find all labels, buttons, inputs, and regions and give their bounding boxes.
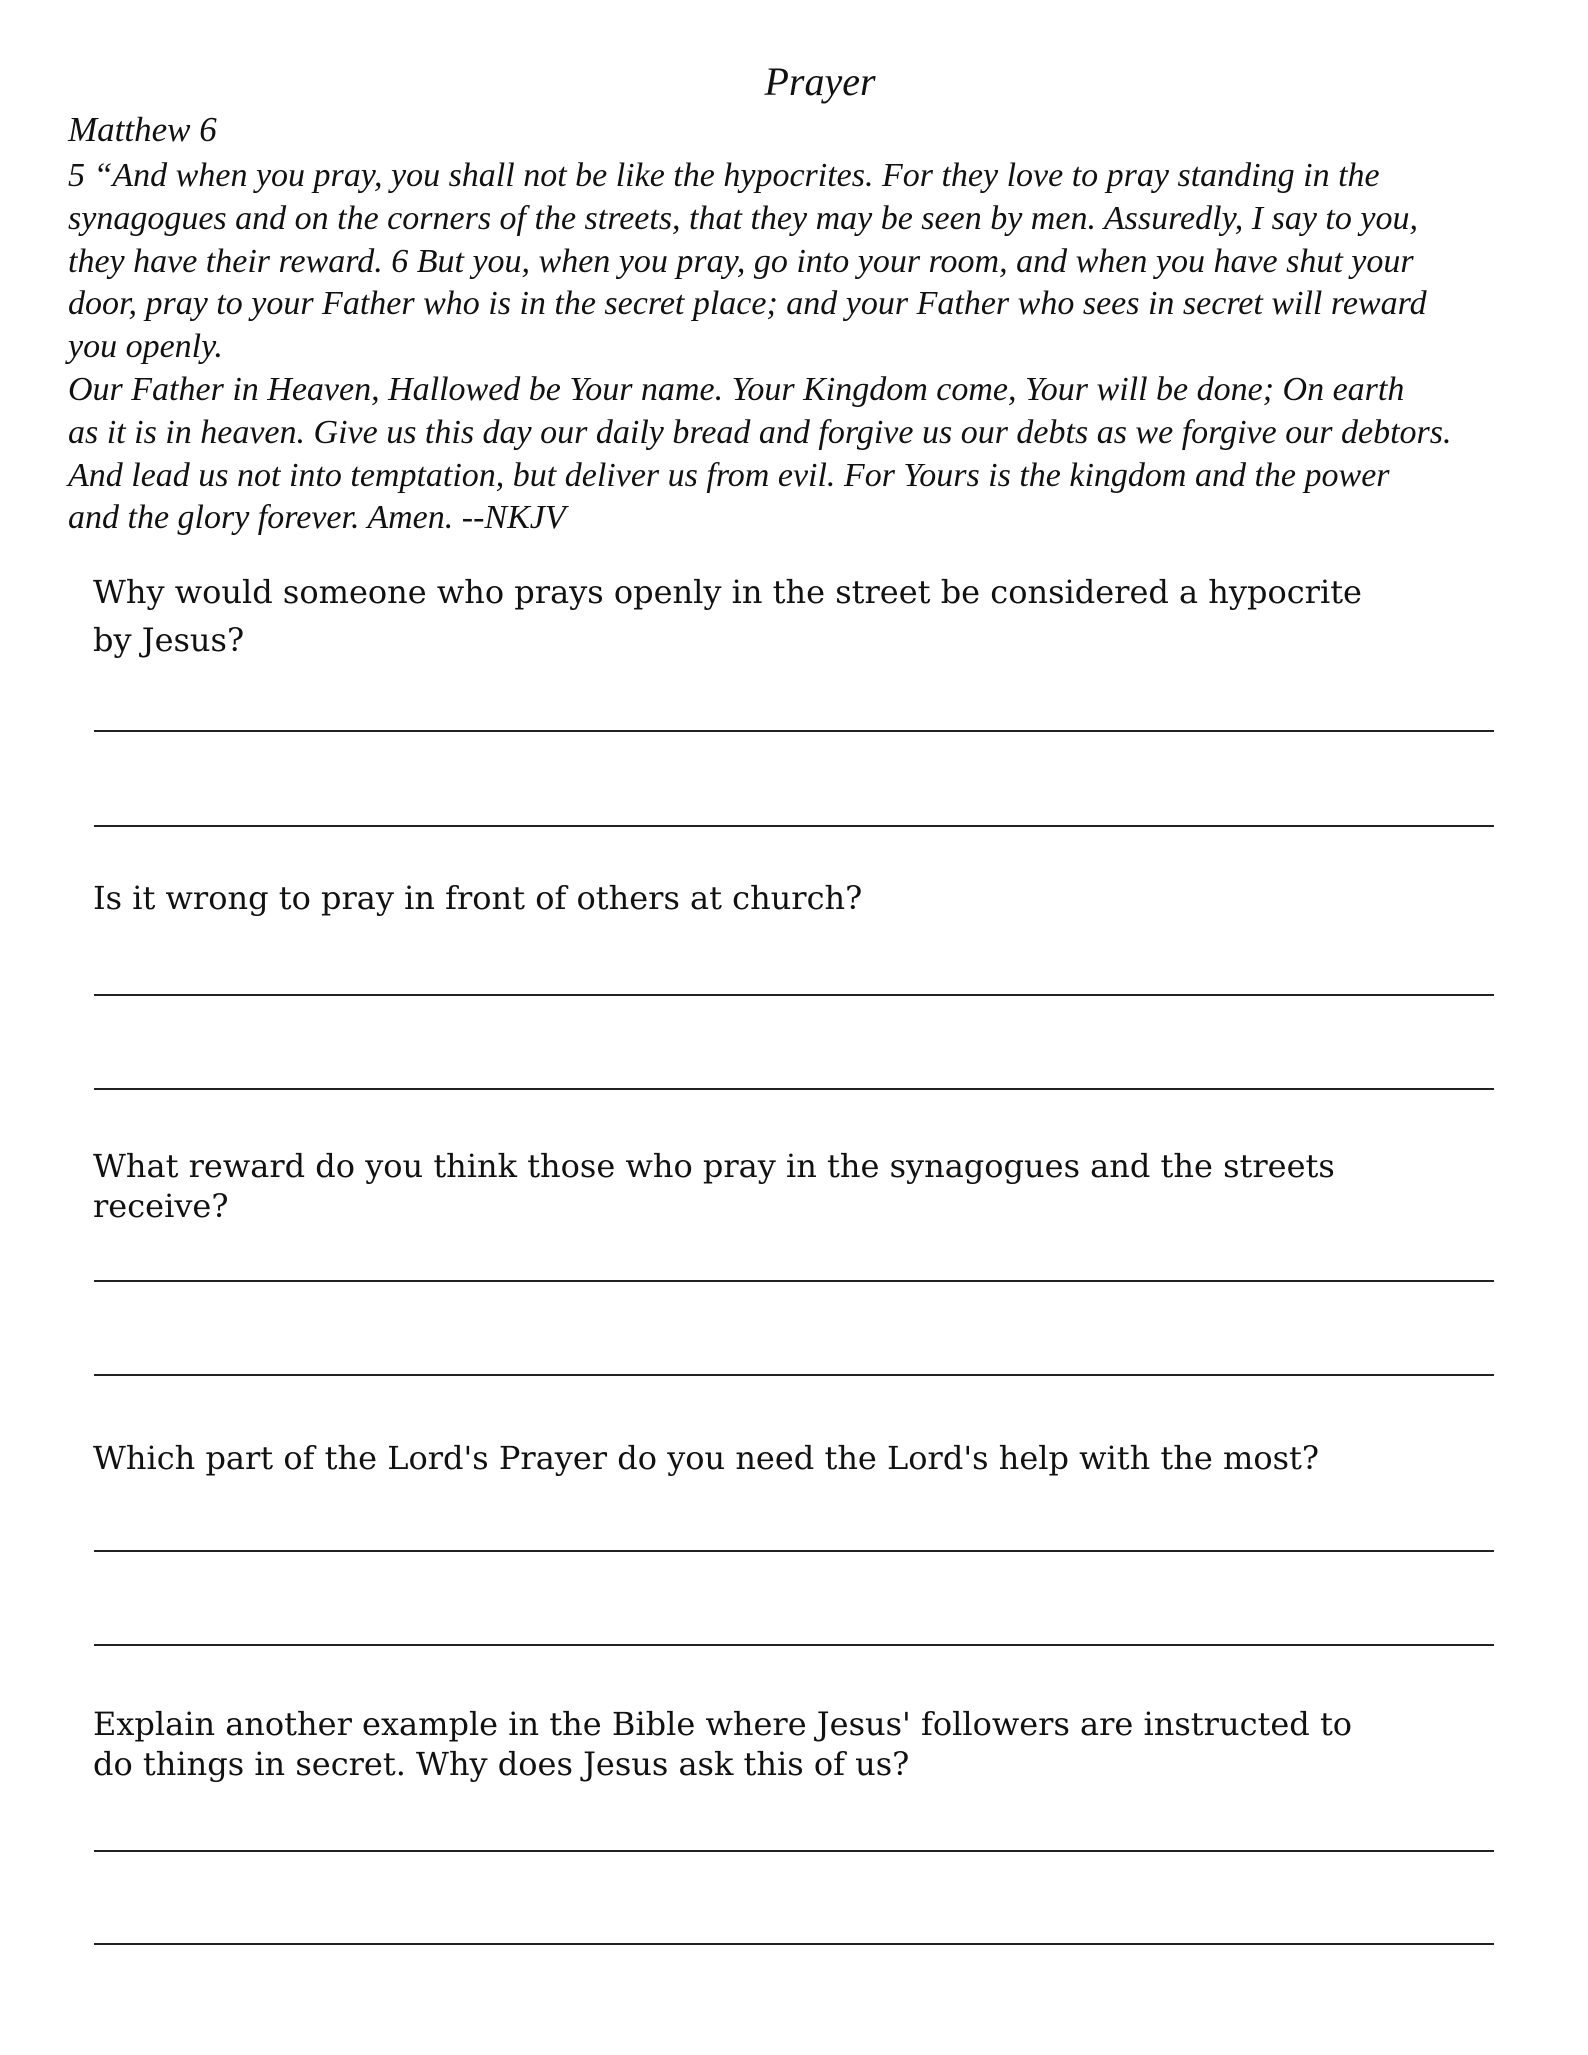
answer-line[interactable] bbox=[94, 825, 1494, 827]
passage-line: as it is in heaven. Give us this day our daily bread and forgive us our debts as we forgive our debtors. bbox=[68, 413, 1452, 451]
passage-line: 5 “And when you pray, you shall not be like the hypocrites. For they love to pray standing in the bbox=[68, 157, 1380, 194]
question-4 bbox=[93, 1438, 1319, 1478]
question-text: Explain another example in the Bible where Jesus' followers are instructed to bbox=[93, 1705, 1353, 1743]
answer-line[interactable] bbox=[94, 994, 1494, 996]
answer-line[interactable] bbox=[94, 1088, 1494, 1090]
passage-line: synagogues and on the corners of the streets, that they may be seen by men. Assuredly, I say to you, bbox=[68, 199, 1418, 237]
question-1 bbox=[93, 568, 1362, 664]
passage-line: you openly. bbox=[68, 328, 223, 366]
scripture-passage bbox=[68, 155, 1451, 540]
question-text: Is it wrong to pray in front of others at church? bbox=[93, 879, 863, 917]
answer-line[interactable] bbox=[94, 1280, 1494, 1282]
answer-line[interactable] bbox=[94, 1374, 1494, 1376]
answer-line[interactable] bbox=[94, 1850, 1494, 1852]
question-text: do things in secret. Why does Jesus ask this of us? bbox=[93, 1745, 910, 1783]
question-3 bbox=[93, 1146, 1335, 1226]
passage-line: and the glory forever. Amen. --NKJV bbox=[68, 499, 566, 537]
question-2 bbox=[93, 878, 862, 918]
passage-line: Our Father in Heaven, Hallowed be Your name. Your Kingdom come, Your will be done; On earth bbox=[68, 370, 1405, 408]
question-text: Which part of the Lord's Prayer do you need the Lord's help with the most? bbox=[93, 1439, 1320, 1477]
passage-line: And lead us not into temptation, but deliver us from evil. For Yours is the kingdom and the power bbox=[68, 456, 1390, 494]
passage-line: they have their reward. 6 But you, when you pray, go into your room, and when you have shut your bbox=[68, 242, 1414, 280]
answer-line[interactable] bbox=[94, 730, 1494, 732]
answer-line[interactable] bbox=[94, 1943, 1494, 1945]
page-title: Prayer bbox=[764, 59, 876, 104]
answer-line[interactable] bbox=[94, 1644, 1494, 1646]
question-text: What reward do you think those who pray in the synagogues and the streets bbox=[93, 1147, 1335, 1185]
answer-line[interactable] bbox=[94, 1550, 1494, 1552]
question-5 bbox=[93, 1704, 1352, 1784]
question-text: by Jesus? bbox=[93, 621, 245, 659]
passage-line: door, pray to your Father who is in the secret place; and your Father who sees in secret will reward bbox=[68, 285, 1427, 323]
scripture-reference: Matthew 6 bbox=[68, 110, 217, 149]
question-text: Why would someone who prays openly in the street be considered a hypocrite bbox=[93, 573, 1362, 611]
question-text: receive? bbox=[93, 1187, 229, 1225]
